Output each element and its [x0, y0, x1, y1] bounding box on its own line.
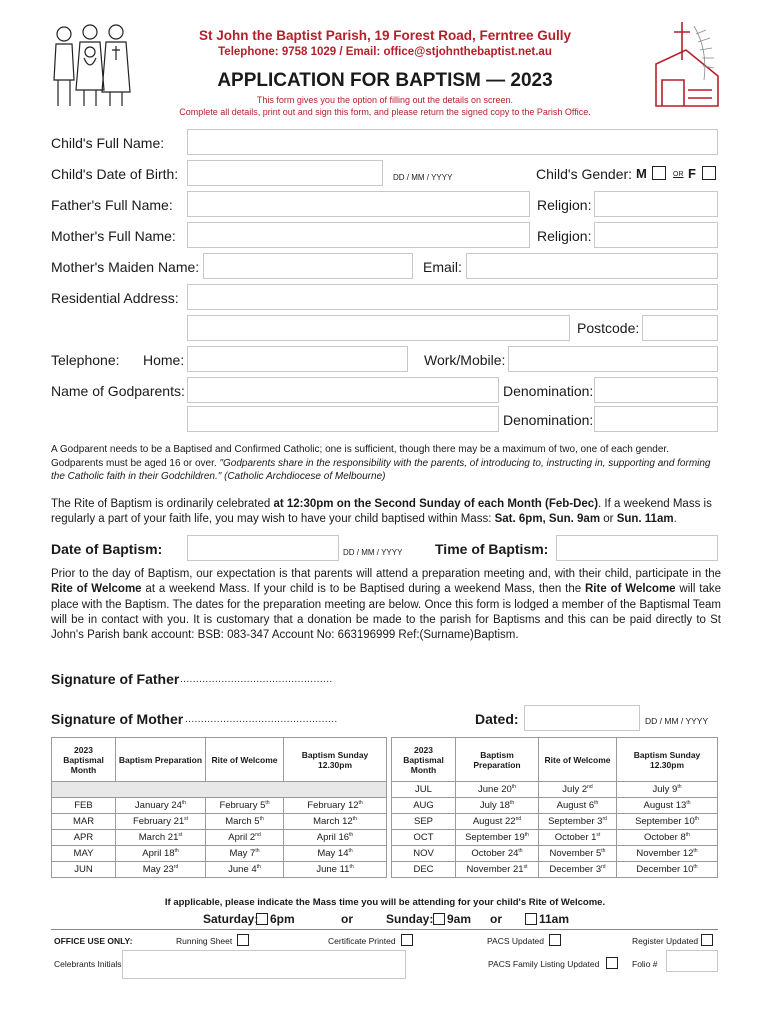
cell-welcome: September 3rd — [539, 814, 617, 830]
table-row — [392, 846, 718, 862]
cell-welcome: October 1st — [539, 830, 617, 846]
dated-input[interactable] — [524, 705, 640, 731]
celebrants-input[interactable] — [122, 950, 406, 979]
table-row — [52, 814, 387, 830]
godparents-label: Name of Godparents: — [51, 383, 185, 399]
baptism-date-label: Date of Baptism: — [51, 541, 163, 557]
cell-welcome: June 4th — [206, 862, 284, 878]
cell-preparation: February 21st — [116, 814, 206, 830]
mass-or-1: or — [341, 912, 353, 926]
postcode-label: Postcode: — [577, 320, 640, 336]
child-name-input[interactable] — [187, 129, 718, 155]
father-religion-label: Religion: — [537, 197, 592, 213]
office-use-title: OFFICE USE ONLY: — [54, 936, 133, 946]
cell-month: MAY — [52, 846, 116, 862]
dob-format-hint: DD / MM / YYYY — [393, 173, 453, 182]
cell-sunday: July 9th — [617, 782, 718, 798]
address-line1-input[interactable] — [187, 284, 718, 310]
baptism-time-label: Time of Baptism: — [435, 541, 549, 557]
cell-month: AUG — [392, 798, 456, 814]
godparent1-input[interactable] — [187, 377, 499, 403]
gender-f-checkbox[interactable] — [702, 166, 716, 180]
denomination1-input[interactable] — [594, 377, 718, 403]
cell-sunday: June 11th — [284, 862, 387, 878]
father-signature-line[interactable]: ................................................ — [180, 674, 333, 685]
cell-month: MAR — [52, 814, 116, 830]
mother-name-label: Mother's Full Name: — [51, 228, 176, 244]
table-row — [392, 798, 718, 814]
cell-month: NOV — [392, 846, 456, 862]
denomination2-input[interactable] — [594, 406, 718, 432]
cell-sunday: August 13th — [617, 798, 718, 814]
col-preparation: Baptism Preparation — [456, 738, 539, 782]
child-dob-input[interactable] — [187, 160, 383, 186]
col-welcome: Rite of Welcome — [206, 738, 284, 782]
godparent2-input[interactable] — [187, 406, 499, 432]
folio-label: Folio # — [632, 959, 658, 969]
col-welcome: Rite of Welcome — [539, 738, 617, 782]
cell-month: JUN — [52, 862, 116, 878]
cell-preparation: July 18th — [456, 798, 539, 814]
cell-preparation: September 19th — [456, 830, 539, 846]
cell-month: OCT — [392, 830, 456, 846]
mass-6pm-label: 6pm — [270, 912, 295, 926]
mass-11am-label: 11am — [539, 912, 570, 926]
maiden-name-label: Mother's Maiden Name: — [51, 259, 200, 275]
pacs-updated-label: PACS Updated — [487, 936, 545, 946]
cell-sunday: April 16th — [284, 830, 387, 846]
gender-m-checkbox[interactable] — [652, 166, 666, 180]
cell-preparation: January 24th — [116, 798, 206, 814]
table-row — [392, 782, 718, 798]
parish-name: St John the Baptist Parish, 19 Forest Road, Ferntree Gully — [198, 28, 572, 43]
cell-sunday: November 12th — [617, 846, 718, 862]
preparation-paragraph: Prior to the day of Baptism, our expectation is that parents will attend a preparation meeting and, with their child, participate in the Rite of Welcome at a weekend Mass. If your child is to be Baptised during a weekend Mass, then the Rite of Welcome will take place with the Baptism. The dates for the preparation meeting are below. Once this form is lodged a member of the Baptismal Team will be in contact with you. It is customary that a donation be made to the parish for Baptisms and this can be paid directly to St John's Parish bank account: BSB: 083-347 Account No: 663196999 Ref:(Surname)Baptism. — [51, 568, 721, 642]
mass-9am-label: 9am — [447, 912, 472, 926]
baptism-date-input[interactable] — [187, 535, 339, 561]
denomination2-label: Denomination: — [503, 412, 594, 428]
celebrants-label: Celebrants Initials — [54, 959, 122, 969]
godparent-note — [51, 443, 721, 484]
cell-welcome: December 3rd — [539, 862, 617, 878]
cert-printed-label: Certificate Printed — [328, 936, 396, 946]
home-phone-label: Home: — [143, 352, 185, 368]
col-preparation: Baptism Preparation — [116, 738, 206, 782]
work-phone-label: Work/Mobile: — [424, 352, 506, 368]
cell-welcome: February 5th — [206, 798, 284, 814]
father-religion-input[interactable] — [594, 191, 718, 217]
table-row — [392, 814, 718, 830]
schedule-table-left — [51, 737, 387, 878]
cell-sunday: May 14th — [284, 846, 387, 862]
register-updated-label: Register Updated — [632, 936, 699, 946]
cell-preparation: August 22nd — [456, 814, 539, 830]
postcode-input[interactable] — [642, 315, 718, 341]
running-sheet-checkbox[interactable] — [237, 934, 249, 946]
cell-preparation: April 18th — [116, 846, 206, 862]
cell-welcome: March 5th — [206, 814, 284, 830]
mass-sun-9am-checkbox[interactable] — [433, 913, 445, 925]
table-row — [52, 798, 387, 814]
mass-sunday-label: Sunday: — [386, 912, 434, 926]
table-row — [52, 862, 387, 878]
address-label: Residential Address: — [51, 290, 179, 306]
cell-preparation: June 20th — [456, 782, 539, 798]
rite-paragraph: The Rite of Baptism is ordinarily celebrated at 12:30pm on the Second Sunday of each Month (Feb-Dec). If a weekend Mass is regularly a part of your faith life, you may wish to have your child baptised within Mass: Sat. 6pm, Sun. 9am or Sun. 11am. — [51, 498, 712, 525]
table-row — [392, 862, 718, 878]
mass-or-2: or — [490, 912, 502, 926]
form-instructions-2: Complete all details, print out and sign this form, and please return the signed copy to the Parish Office. — [179, 107, 591, 117]
home-phone-input[interactable] — [187, 346, 408, 372]
register-updated-checkbox[interactable] — [701, 934, 713, 946]
father-name-input[interactable] — [187, 191, 530, 217]
mother-signature-line[interactable]: ................................................ — [185, 714, 338, 725]
parish-contact: Telephone: 9758 1029 / Email: office@stjohnthebaptist.net.au — [218, 46, 552, 58]
cell-welcome: August 6th — [539, 798, 617, 814]
gender-f-label: F — [688, 166, 696, 181]
father-signature-label: Signature of Father — [51, 671, 180, 687]
cell-sunday: February 12th — [284, 798, 387, 814]
mother-religion-label: Religion: — [537, 228, 592, 244]
cell-welcome: July 2nd — [539, 782, 617, 798]
cell-welcome: May 7th — [206, 846, 284, 862]
godparent-age: Godparents must be aged 16 or over. — [51, 457, 217, 469]
mother-religion-input[interactable] — [594, 222, 718, 248]
cell-month: APR — [52, 830, 116, 846]
cell-month: FEB — [52, 798, 116, 814]
mother-name-input[interactable] — [187, 222, 530, 248]
pacs-family-label: PACS Family Listing Updated — [488, 959, 600, 969]
maiden-name-input[interactable] — [203, 253, 413, 279]
mother-signature-label: Signature of Mother — [51, 711, 184, 727]
child-name-label: Child's Full Name: — [51, 135, 165, 151]
dated-label: Dated: — [475, 711, 519, 727]
pacs-family-checkbox[interactable] — [606, 957, 618, 969]
pacs-updated-checkbox[interactable] — [549, 934, 561, 946]
baptism-date-hint: DD / MM / YYYY — [343, 548, 403, 557]
col-sunday: Baptism Sunday 12.30pm — [617, 738, 718, 782]
godparent-quote: "Godparents share in the responsibility with the parents, of introducing to, instructing in, supporting and forming the Catholic faith in their Godchildren." (Catholic Archdiocese of Melbourne) — [51, 457, 711, 482]
mass-saturday-label: Saturday: — [203, 912, 259, 926]
gender-or-label: OR — [673, 171, 684, 178]
office-divider — [51, 929, 718, 930]
cell-sunday: September 10th — [617, 814, 718, 830]
cell-welcome: April 2nd — [206, 830, 284, 846]
cell-sunday: March 12th — [284, 814, 387, 830]
mass-sat-6pm-checkbox[interactable] — [256, 913, 268, 925]
cert-printed-checkbox[interactable] — [401, 934, 413, 946]
form-instructions-1: This form gives you the option of filling out the details on screen. — [256, 95, 514, 105]
mass-note: If applicable, please indicate the Mass time you will be attending for your child's Rite of Welcome. — [164, 897, 606, 908]
denomination1-label: Denomination: — [503, 383, 594, 399]
cell-sunday: October 8th — [617, 830, 718, 846]
cell-month: SEP — [392, 814, 456, 830]
page-title: APPLICATION FOR BAPTISM — 2023 — [217, 70, 553, 91]
baptism-time-input[interactable] — [556, 535, 718, 561]
dated-format-hint: DD / MM / YYYY — [645, 716, 709, 726]
col-month: 2023 Baptismal Month — [392, 738, 456, 782]
schedule-table-right — [391, 737, 718, 878]
gender-label: Child's Gender: — [536, 166, 633, 182]
running-sheet-label: Running Sheet — [176, 936, 233, 946]
table-row — [52, 846, 387, 862]
cell-month: JUL — [392, 782, 456, 798]
cell-month: DEC — [392, 862, 456, 878]
cell-welcome: November 5th — [539, 846, 617, 862]
work-phone-input[interactable] — [508, 346, 718, 372]
godparent-requirement: A Godparent needs to be a Baptised and Confirmed Catholic; one is sufficient, though there may be a maximum of two, one of each gender. — [51, 444, 669, 455]
cell-preparation: May 23rd — [116, 862, 206, 878]
email-label: Email: — [423, 259, 462, 275]
table-spacer — [52, 782, 387, 798]
address-line2-input[interactable] — [187, 315, 570, 341]
cell-preparation: November 21st — [456, 862, 539, 878]
mass-sun-11am-checkbox[interactable] — [525, 913, 537, 925]
table-row — [392, 830, 718, 846]
folio-input[interactable] — [666, 950, 718, 972]
telephone-label: Telephone: — [51, 352, 120, 368]
father-name-label: Father's Full Name: — [51, 197, 173, 213]
email-input[interactable] — [466, 253, 718, 279]
cell-preparation: March 21st — [116, 830, 206, 846]
cell-sunday: December 10th — [617, 862, 718, 878]
table-row — [52, 830, 387, 846]
col-sunday: Baptism Sunday 12.30pm — [284, 738, 387, 782]
cell-preparation: October 24th — [456, 846, 539, 862]
child-dob-label: Child's Date of Birth: — [51, 166, 179, 182]
gender-m-label: M — [636, 166, 647, 181]
col-month: 2023 Baptismal Month — [52, 738, 116, 782]
